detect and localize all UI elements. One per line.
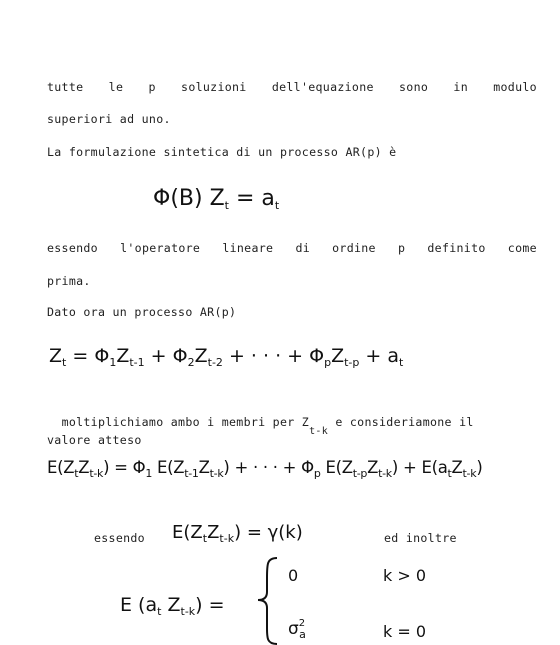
phi-symbol: Φ <box>153 186 171 211</box>
plus: + <box>398 458 422 477</box>
text-line-8: valore atteso <box>47 433 142 447</box>
equals: = <box>229 186 262 211</box>
paren: ) <box>391 458 399 477</box>
subscript: t <box>447 467 452 480</box>
subscript: t-1 <box>129 356 145 369</box>
expectation: E(Z <box>320 458 353 477</box>
phi-symbol: Φ <box>132 458 146 477</box>
word: come <box>507 241 537 255</box>
subscript: p <box>324 356 332 369</box>
a-term: a <box>261 186 275 211</box>
word: lineare <box>222 241 274 255</box>
z-term: Z <box>451 458 463 477</box>
equals: = <box>66 345 95 367</box>
case-1-condition: k > 0 <box>383 566 427 585</box>
word: dell'equazione <box>271 80 374 94</box>
z-term: Z <box>161 594 181 616</box>
text-essendo: essendo <box>94 531 145 545</box>
word: essendo <box>47 241 98 255</box>
z-term: Z <box>209 186 225 211</box>
word: di <box>295 241 311 255</box>
expectation: E(a <box>421 458 448 477</box>
operator-arg: (B) <box>170 186 203 211</box>
text-line-1 <box>47 80 537 94</box>
word: ordine <box>332 241 376 255</box>
subscript: t-k <box>180 605 196 618</box>
z-term: Z <box>331 345 345 367</box>
text-ed-inoltre: ed inoltre <box>384 531 457 545</box>
text-part: moltiplichiamo ambo i membri per Z <box>61 415 310 429</box>
formula-ar-expanded <box>49 345 403 369</box>
z-term: Z <box>49 345 63 367</box>
text-line-3: La formulazione sintetica di un processo AR(p) è <box>47 145 397 159</box>
z-term: Z <box>194 345 208 367</box>
ellipsis: + · · · + <box>229 458 302 477</box>
superscript: 2 <box>298 618 306 629</box>
sigma-symbol: σ <box>288 619 299 639</box>
case-1-value: 0 <box>288 566 299 585</box>
case-2-condition: k = 0 <box>383 622 427 641</box>
z-term: Z <box>367 458 379 477</box>
a-term: a <box>387 345 400 367</box>
expectation: E (a <box>120 594 158 616</box>
word: soluzioni <box>181 80 247 94</box>
subscript: t-p <box>344 356 360 369</box>
formula-piecewise-lhs <box>120 594 225 618</box>
subscript: t <box>157 605 162 618</box>
subscript: p <box>313 467 321 480</box>
word: p <box>397 241 406 255</box>
subscript: t-1 <box>184 467 199 480</box>
subscript: t-k <box>209 467 224 480</box>
subscript: t-k <box>462 467 477 480</box>
gamma-term: γ(k) <box>267 522 303 543</box>
subscript: a <box>299 628 306 641</box>
subscript: t-k <box>89 467 104 480</box>
subscript: t-2 <box>207 356 223 369</box>
text-line-7 <box>47 401 474 437</box>
word: in <box>453 80 468 94</box>
word: definito <box>427 241 486 255</box>
text-line-5: prima. <box>47 274 91 288</box>
text-line-2: superiori ad uno. <box>47 112 171 126</box>
word: modulo <box>493 80 537 94</box>
subscript: 2 <box>187 356 195 369</box>
z-term: Z <box>198 458 210 477</box>
paren: ) <box>103 458 110 477</box>
subscript: t-p <box>352 467 368 480</box>
subscript: t <box>202 532 208 545</box>
phi-symbol: Φ <box>94 345 110 367</box>
curly-brace-icon <box>255 556 285 645</box>
subscript: t <box>399 356 404 369</box>
case-2-value <box>288 618 306 641</box>
text-part: e consideriamone il <box>328 415 474 429</box>
paren-equals: ) = <box>195 594 225 616</box>
subscript: t <box>274 199 280 212</box>
word: le <box>108 80 124 94</box>
word: p <box>148 80 156 94</box>
equals: = <box>109 458 133 477</box>
plus: + <box>359 345 388 367</box>
formula-expected-value <box>47 458 482 480</box>
text-line-6: Dato ora un processo AR(p) <box>47 305 237 319</box>
z-term: Z <box>207 522 220 543</box>
ellipsis: + · · · + <box>222 345 310 367</box>
paren: ) <box>476 458 483 477</box>
expectation: E(Z <box>47 458 75 477</box>
z-term: Z <box>116 345 130 367</box>
subscript: t-k <box>219 532 235 545</box>
phi-symbol: Φ <box>172 345 188 367</box>
subscript: t <box>74 467 79 480</box>
subscript: t <box>62 356 67 369</box>
expectation: E(Z <box>152 458 185 477</box>
word: tutte <box>47 80 84 94</box>
z-term: Z <box>78 458 90 477</box>
subscript: 1 <box>145 467 153 480</box>
subscript: 1 <box>109 356 117 369</box>
paren: ) <box>234 522 242 543</box>
equals: = <box>241 522 268 543</box>
expectation: E(Z <box>172 522 203 543</box>
word: l'operatore <box>120 241 201 255</box>
subscript: t <box>224 199 229 212</box>
subscript: t-k <box>309 426 329 437</box>
text-line-4 <box>47 241 537 255</box>
phi-symbol: Φ <box>309 345 325 367</box>
plus: + <box>144 345 173 367</box>
subscript: t-k <box>378 467 392 480</box>
paren: ) <box>223 458 230 477</box>
phi-symbol: Φ <box>301 458 314 477</box>
formula-ar-compact <box>153 186 279 212</box>
word: sono <box>399 80 429 94</box>
formula-autocovariance <box>172 522 303 545</box>
